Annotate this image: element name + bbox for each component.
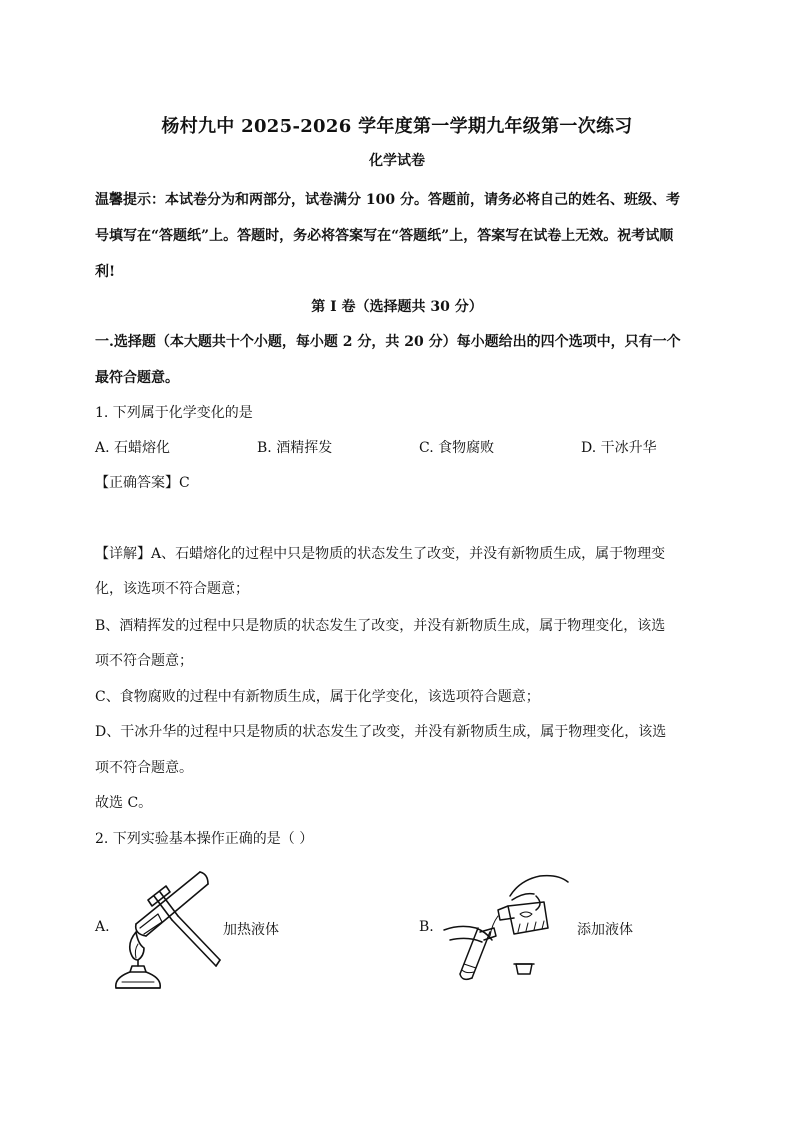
q2-option-b-letter: B. <box>419 919 434 935</box>
q1-option-d: D. 干冰升华 <box>581 440 657 456</box>
notice-line-2: 号填写在“答题纸”上。答题时，务必将答案写在“答题纸”上，答案写在试卷上无效。祝考试顺 <box>95 228 674 244</box>
q1-answer: 【正确答案】C <box>95 475 190 491</box>
q2-stem: 2. 下列实验基本操作正确的是（ ） <box>95 831 314 847</box>
q1-option-b: B. 酒精挥发 <box>257 440 333 456</box>
q1-explain-1: 【详解】A、石蜡熔化的过程中只是物质的状态发生了改变，并没有新物质生成，属于物理变 <box>95 546 666 562</box>
q1-option-a: A. 石蜡熔化 <box>95 440 171 456</box>
q1-explain-6: D、干冰升华的过程中只是物质的状态发生了改变，并没有新物质生成，属于物理变化，该选 <box>95 724 667 740</box>
q2-option-b-caption: 添加液体 <box>577 922 633 938</box>
q2-option-a-caption: 加热液体 <box>223 922 279 938</box>
q1-option-c: C. 食物腐败 <box>419 440 495 456</box>
section-heading: 第 I 卷（选择题共 30 分） <box>311 299 483 315</box>
page-title: 杨村九中 2025-2026 学年度第一学期九年级第一次练习 <box>161 116 633 137</box>
q2-option-a-letter: A. <box>95 919 110 935</box>
notice-line-1: 温馨提示：本试卷分为和两部分，试卷满分 100 分。答题前，请务必将自己的姓名、班级、考 <box>95 192 680 208</box>
q1-explain-3: B、酒精挥发的过程中只是物质的状态发生了改变，并没有新物质生成，属于物理变化，该选 <box>95 618 666 634</box>
adding-liquid-figure <box>440 866 580 986</box>
page-subtitle: 化学试卷 <box>369 153 425 169</box>
q1-explain-2: 化，该选项不符合题意； <box>95 581 249 597</box>
q1-stem: 1. 下列属于化学变化的是 <box>95 405 253 421</box>
q1-explain-4: 项不符合题意； <box>95 653 193 669</box>
q1-explain-7: 项不符合题意。 <box>95 760 193 776</box>
q1-explain-5: C、食物腐败的过程中有新物质生成，属于化学变化，该选项符合题意； <box>95 689 540 705</box>
q1-explain-8: 故选 C。 <box>95 795 153 811</box>
notice-line-3: 利! <box>95 264 116 280</box>
heating-liquid-figure <box>108 862 228 992</box>
section-instruction-2: 最符合题意。 <box>95 370 179 386</box>
section-instruction-1: 一.选择题（本大题共十个小题，每小题 2 分，共 20 分）每小题给出的四个选项中，只有一个 <box>95 334 681 350</box>
